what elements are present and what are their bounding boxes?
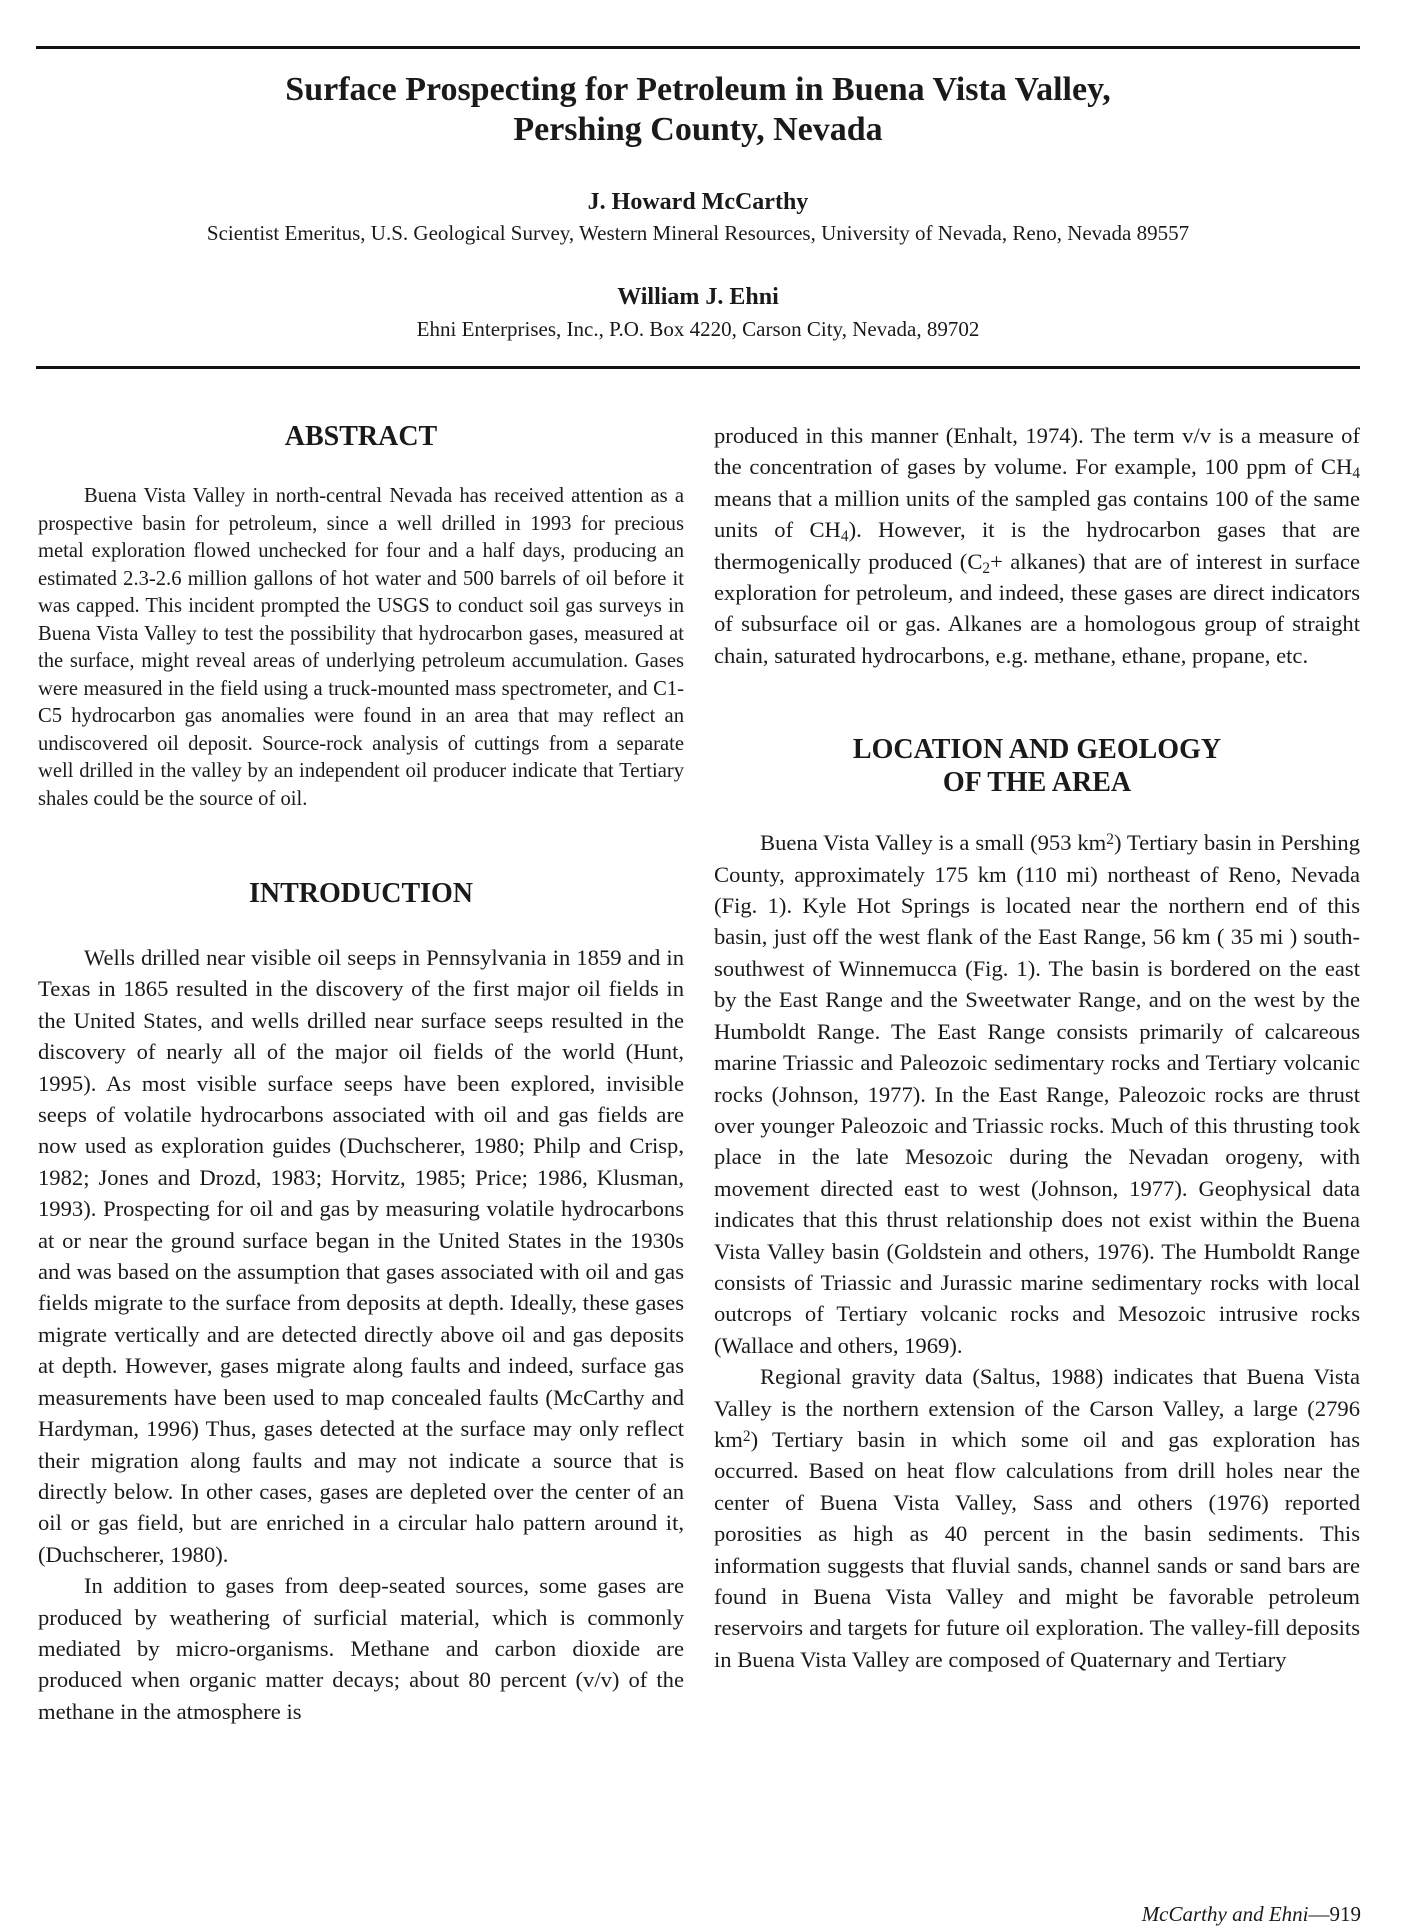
location-geology-heading: LOCATION AND GEOLOGY OF THE AREA (852, 734, 1222, 799)
left-column (38, 420, 684, 1727)
location-paragraph-2: Regional gravity data (Saltus, 1988) indicates that Buena Vista Valley is the northern extension of the Carson Valley, a large (2796 $km^2$) Tertiary basin in which some oil and gas exploration has occurred. Based on heat flow calculations from drill holes near the center of Buena Vista Valley, Sass and others (1976) reported porosities as high as 40 percent in the basin sediments. This information suggests that fluvial sands, channel sands or sand bars are found in Buena Vista Valley and might be favorable petroleum reservoirs and targets for future oil exploration. The valley-fill deposits in Buena Vista Valley are composed of Quaternary and Tertiary (714, 1364, 1360, 1672)
page-footer (1142, 1902, 1361, 1927)
location-paragraph-1: Buena Vista Valley is a small (953 $km^2$) Tertiary basin in Pershing County, approximately 175 km (110 mi) northeast of Reno, Nevada (Fig. 1). Kyle Hot Springs is located near the northern end of this basin, just off the west flank of the East Range, 56 km ( 35 mi ) south-southwest of Winnemucca (Fig. 1). The basin is bordered on the east by the East Range and the Sweetwater Range, and on the west by the Humboldt Range. The East Range consists primarily of calcareous marine Triassic and Paleozoic sedimentary rocks and Tertiary volcanic rocks (Johnson, 1977). In the East Range, Paleozoic rocks are thrust over younger Paleozoic and Triassic rocks. Much of this thrusting took place in the late Mesozoic during the Nevadan orogeny, with movement directed east to west (Johnson, 1977). Geophysical data indicates that this thrust relationship does not exist within the Buena Vista Valley basin (Goldstein and others, 1976). The Humboldt Range consists of Triassic and Jurassic marine sedimentary rocks with local outcrops of Tertiary volcanic rocks and Mesozoic intrusive rocks (Wallace and others, 1969). (714, 830, 1360, 1358)
abstract-section (38, 483, 684, 813)
introduction-heading: INTRODUCTION (248, 878, 474, 909)
abstract-heading: ABSTRACT (284, 421, 438, 452)
title-line-1: Surface Prospecting for Petroleum in Buena Vista Valley, (285, 71, 1111, 108)
footer-authors: McCarthy and Ehni (1141, 1902, 1309, 1926)
page-number: 919 (1329, 1902, 1361, 1926)
footer-separator: — (1308, 1902, 1330, 1926)
introduction-paragraph-1: Wells drilled near visible oil seeps in Pennsylvania in 1859 and in Texas in 1865 resulted in the discovery of the first major oil fields in the United States, and wells drilled near surface seeps resulted in the discovery of nearly all of the major oil fields of the world (Hunt, 1995). As most visible surface seeps have been explored, invisible seeps of volatile hydrocarbons associated with oil and gas fields are now used as exploration guides (Duchscherer, 1980; Philp and Crisp, 1982; Jones and Drozd, 1983; Horvitz, 1985; Price; 1986, Klusman, 1993). Prospecting for oil and gas by measuring volatile hydrocarbons at or near the ground surface began in the United States in the 1930s and was based on the assumption that gases associated with oil and gas fields migrate to the surface from deposits at depth. Ideally, these gases migrate vertically and are detected directly above oil and gas deposits at depth. However, gases migrate along faults and indeed, surface gas measurements have been used to map concealed faults (McCarthy and Hardyman, 1996) Thus, gases detected at the surface may only reflect their migration along faults and may not indicate a source that is directly below. In other cases, gases are depleted over the center of an oil or gas field, but are enriched in a circular halo pattern around it, (Duchscherer, 1980). (38, 945, 684, 1567)
author-2-affiliation: Ehni Enterprises, Inc., P.O. Box 4220, Carson City, Nevada, 89702 (416, 317, 980, 341)
title-line-2: Pershing County, Nevada (513, 111, 883, 148)
introduction-paragraph-2: In addition to gases from deep-seated sources, some gases are produced by weathering of surficial material, which is commonly mediated by micro-organisms. Methane and carbon dioxide are produced when organic matter decays; about 80 percent (v/v) of the methane in the atmosphere is (38, 1573, 684, 1724)
abstract-text: Buena Vista Valley in north-central Nevada has received attention as a prospective basin for petroleum, since a well drilled in 1993 for precious metal exploration flowed unchecked for four and a half days, producing an estimated 2.3-2.6 million gallons of hot water and 500 barrels of oil before it was capped. This incident prompted the USGS to conduct soil gas surveys in Buena Vista Valley to test the possibility that hydrocarbon gases, measured at the surface, might reveal areas of underlying petroleum accumulation. Gases were measured in the field using a truck-mounted mass spectrometer, and C1-C5 hydrocarbon gas anomalies were found in an area that may reflect an undiscovered oil deposit. Source-rock analysis of cuttings from a separate well drilled in the valley by an independent oil producer indicate that Tertiary shales could be the source of oil. (38, 485, 684, 810)
location-geology-section (714, 827, 1360, 1675)
author-2-name: William J. Ehni (617, 284, 779, 310)
introduction-paragraph-2-continued: produced in this manner (Enhalt, 1974). The term v/v is a measure of the concentration of gases by volume. For example, 100 ppm of $CH_4$ means that a million units of the sampled gas contains 100 of the same units of $CH_4$). However, it is the hydrocarbon gases that are thermogenically produced ($C_2+$ alkanes) that are of interest in surface exploration for petroleum, and indeed, these gases are direct indicators of subsurface oil or gas. Alkanes are a homologous group of straight chain, saturated hydrocarbons, e.g. methane, ethane, propane, etc. (714, 423, 1360, 668)
header-divider (36, 366, 1360, 369)
top-rule (36, 46, 1360, 49)
right-column (714, 420, 1360, 1675)
author-1-name: J. Howard McCarthy (587, 189, 809, 215)
paper-title (36, 70, 1360, 150)
introduction-section (38, 942, 684, 1727)
author-1-affiliation: Scientist Emeritus, U.S. Geological Survey, Western Mineral Resources, University of Nevada, Reno, Nevada 89557 (206, 221, 1190, 245)
